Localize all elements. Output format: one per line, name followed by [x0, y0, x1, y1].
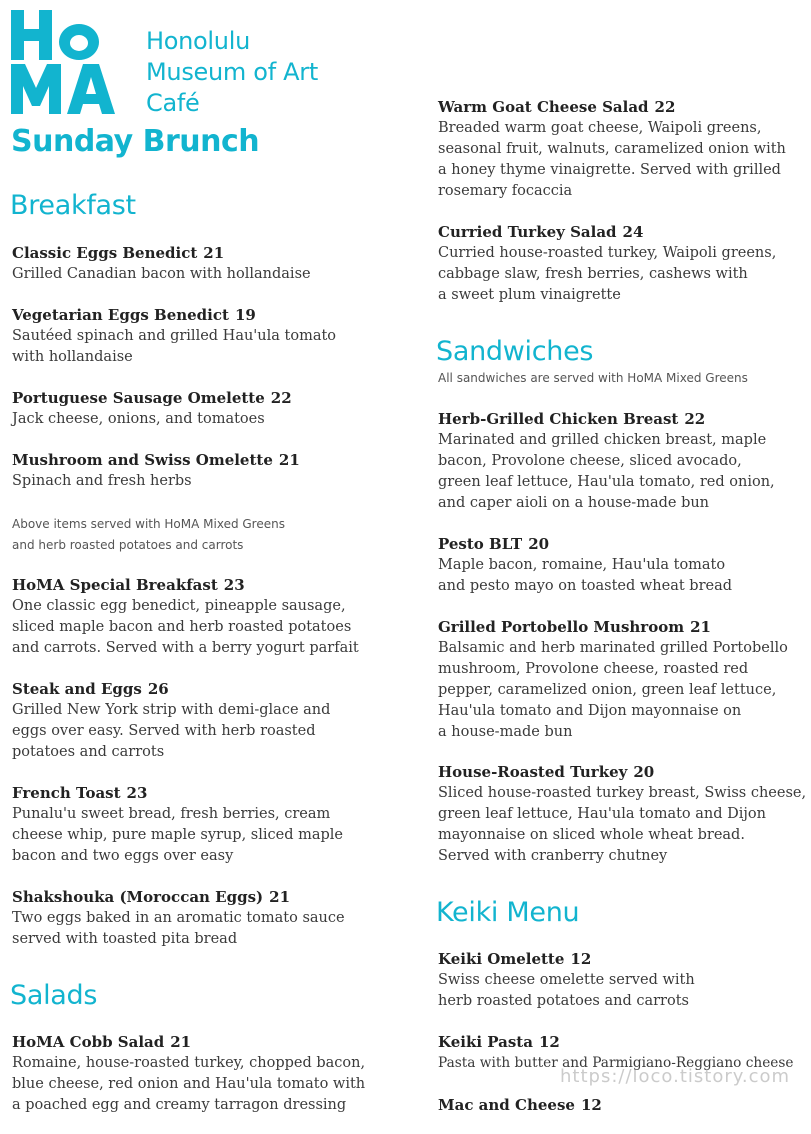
item-name: Mushroom and Swiss Omelette: [12, 451, 273, 469]
item-price: 21: [278, 451, 300, 469]
sandwiches-note: All sandwiches are served with HoMA Mixed Greens: [438, 371, 748, 385]
menu-item: [12, 887, 382, 950]
item-description: Grilled Canadian bacon with hollandaise: [12, 266, 311, 282]
item-name: House-Roasted Turkey: [438, 763, 628, 781]
item-price: 12: [580, 1096, 602, 1114]
menu-item: [438, 534, 808, 597]
item-description: Spinach and fresh herbs: [12, 473, 192, 489]
item-name: Herb-Grilled Chicken Breast: [438, 410, 679, 428]
menu-item: [12, 450, 382, 492]
item-description: Pasta with butter and Parmigiano-Reggiano cheese: [438, 1055, 794, 1071]
item-price: 20: [633, 763, 655, 781]
item-name: Keiki Pasta: [438, 1033, 533, 1051]
item-name: Steak and Eggs: [12, 680, 142, 698]
item-price: 23: [223, 576, 245, 594]
item-description: Two eggs baked in an aromatic tomato sauce served with toasted pita bread: [12, 910, 345, 947]
item-name: Portuguese Sausage Omelette: [12, 389, 265, 407]
item-price: 26: [147, 680, 169, 698]
item-description: Grilled New York strip with demi-glace and eggs over easy. Served with herb roasted potatoes and carrots: [12, 702, 331, 760]
menu-item: [12, 783, 382, 867]
menu-item: [438, 222, 808, 306]
item-name: Vegetarian Eggs Benedict: [12, 306, 229, 324]
menu-item: [438, 1095, 808, 1116]
item-price: 22: [654, 98, 676, 116]
breakfast-note: Above items served with HoMA Mixed Greens and herb roasted potatoes and carrots: [12, 517, 285, 552]
logo-line-1: Honolulu: [146, 27, 250, 55]
item-price: 20: [528, 535, 550, 553]
item-price: 21: [690, 618, 711, 636]
item-name: Shakshouka (Moroccan Eggs): [12, 888, 264, 906]
item-name: Grilled Portobello Mushroom: [438, 618, 685, 636]
homa-logo: [11, 10, 123, 114]
item-description: Marinated and grilled chicken breast, maple bacon, Provolone cheese, sliced avocado, green leaf lettuce, Hau'ula tomato, red onion, and caper aioli on a house-made bun: [438, 432, 775, 511]
section-title-breakfast: Breakfast: [10, 190, 136, 221]
item-name: Keiki Omelette: [438, 950, 565, 968]
item-price: 22: [270, 389, 292, 407]
menu-item: [438, 762, 808, 867]
item-price: 19: [234, 306, 256, 324]
menu-title: Sunday Brunch: [11, 124, 260, 159]
item-name: French Toast: [12, 784, 121, 802]
menu-item: [438, 409, 808, 514]
item-name: HoMA Special Breakfast: [12, 576, 218, 594]
menu-item: [12, 243, 382, 285]
menu-item: [12, 305, 382, 368]
menu-item: [438, 617, 808, 743]
item-name: Warm Goat Cheese Salad: [438, 98, 649, 116]
item-description: Sautéed spinach and grilled Hau'ula tomato with hollandaise: [12, 328, 337, 365]
menu-item: [12, 679, 382, 763]
item-price: 22: [684, 410, 706, 428]
logo-line-3: Café: [146, 89, 200, 117]
item-description: Maple bacon, romaine, Hau'ula tomato and pesto mayo on toasted wheat bread: [438, 557, 733, 594]
section-title-keiki: Keiki Menu: [436, 897, 580, 928]
item-price: 12: [538, 1033, 560, 1051]
menu-item: [12, 388, 382, 430]
menu-item: [438, 949, 808, 1012]
section-title-sandwiches: Sandwiches: [436, 336, 594, 367]
item-description: Jack cheese, onions, and tomatoes: [12, 411, 265, 427]
logo-line-2: Museum of Art: [146, 58, 318, 86]
item-price: 23: [126, 784, 148, 802]
item-description: One classic egg benedict, pineapple sausage, sliced maple bacon and herb roasted potatoes and carrots. Served with a berry yogurt parfait: [12, 598, 359, 656]
section-title-salads: Salads: [10, 980, 98, 1011]
item-name: Classic Eggs Benedict: [12, 244, 198, 262]
item-name: Curried Turkey Salad: [438, 223, 617, 241]
item-description: Romaine, house-roasted turkey, chopped bacon, blue cheese, red onion and Hau'ula tomato with a poached egg and creamy tarragon dressing: [12, 1055, 366, 1113]
item-price: 21: [269, 888, 291, 906]
item-description: Curried house-roasted turkey, Waipoli greens, cabbage slaw, fresh berries, cashews with a sweet plum vinaigrette: [438, 245, 777, 303]
item-price: 21: [203, 244, 225, 262]
item-name: Mac and Cheese: [438, 1096, 575, 1114]
watermark: https://loco.tistory.com: [560, 1066, 791, 1087]
item-description: Punalu'u sweet bread, fresh berries, cream cheese whip, pure maple syrup, sliced maple bacon and two eggs over easy: [12, 806, 343, 864]
item-description: Balsamic and herb marinated grilled Portobello mushroom, Provolone cheese, roasted red pepper, caramelized onion, green leaf lettuce, Hau'ula tomato and Dijon mayonnaise on a house-made bun: [438, 640, 788, 740]
item-price: 21: [170, 1033, 192, 1051]
item-description: Breaded warm goat cheese, Waipoli greens, seasonal fruit, walnuts, caramelized onion with a honey thyme vinaigrette. Served with grilled rosemary focaccia: [438, 120, 786, 199]
menu-item: [438, 97, 808, 202]
menu-item: [12, 575, 382, 659]
logo-wordmark: [146, 26, 318, 119]
item-price: 12: [570, 950, 592, 968]
menu-item: [12, 1032, 382, 1116]
item-description: Swiss cheese omelette served with herb roasted potatoes and carrots: [438, 972, 695, 1009]
item-description: Sliced house-roasted turkey breast, Swiss cheese, green leaf lettuce, Hau'ula tomato and Dijon mayonnaise on sliced whole wheat bread. Served with cranberry chutney: [438, 785, 807, 864]
item-name: HoMA Cobb Salad: [12, 1033, 165, 1051]
item-price: 24: [622, 223, 644, 241]
item-name: Pesto BLT: [438, 535, 523, 553]
